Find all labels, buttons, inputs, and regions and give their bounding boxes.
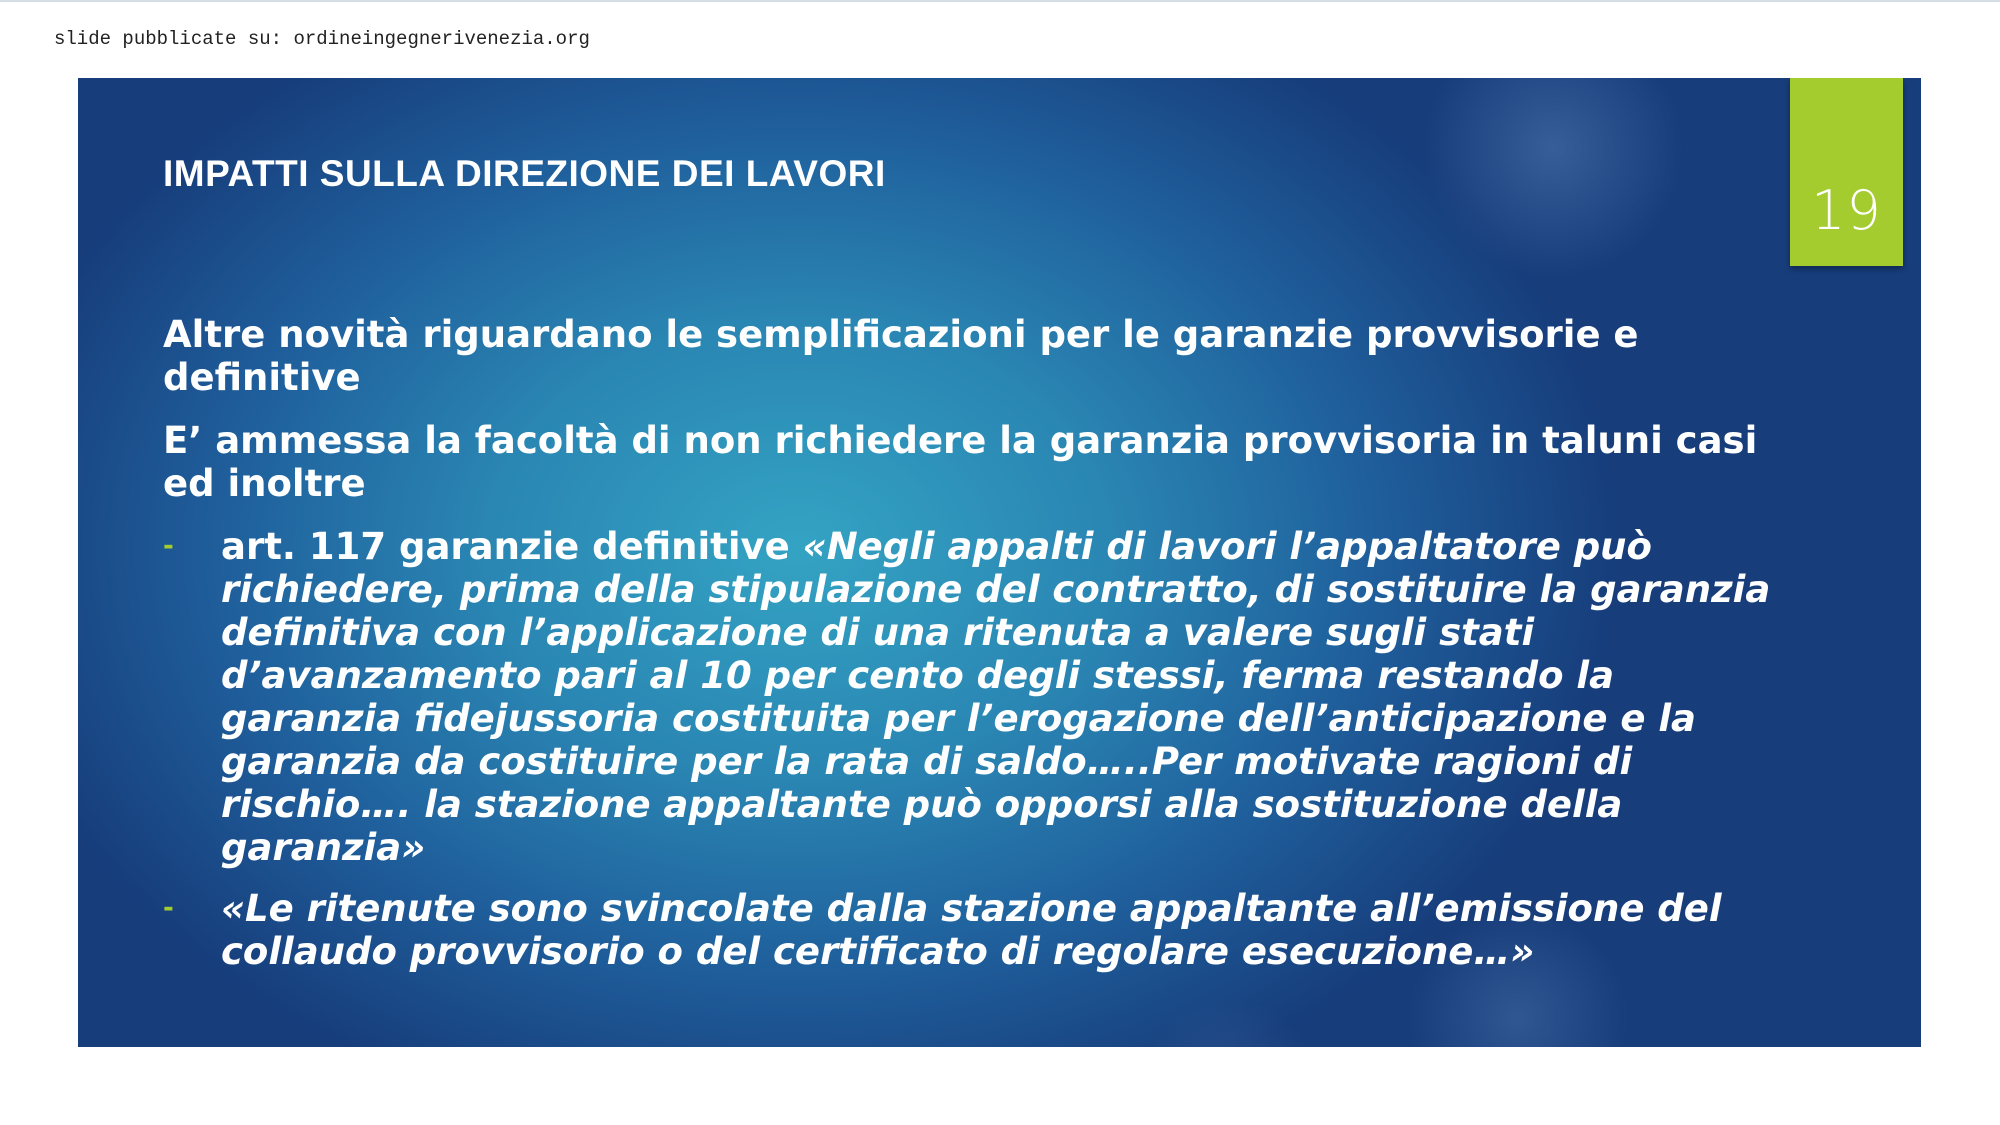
slide-content	[163, 313, 1803, 991]
bullet-quote-text: «Le ritenute sono svincolate dalla stazione appaltante all’emissione del collaudo provvisorio o del certificato di regolare esecuzione…»	[221, 887, 1722, 973]
bullet-dash-icon: -	[163, 531, 174, 561]
paragraph-garanzie-novita: Altre novità riguardano le semplificazioni per le garanzie provvisorie e definitive	[163, 313, 1639, 399]
bullet-art-117	[163, 525, 1803, 869]
slide-title: IMPATTI SULLA DIREZIONE DEI LAVORI	[163, 153, 886, 194]
bullet-ritenute	[163, 887, 1803, 973]
top-divider-line	[0, 0, 2000, 2]
source-note: slide pubblicate su: ordineingegnerivenezia.org	[54, 28, 590, 50]
page-number: 19	[1811, 179, 1882, 242]
slide	[78, 78, 1921, 1047]
page-number-tab	[1790, 78, 1903, 266]
bullet-quote-text: «Negli appalti di lavori l’appaltatore può richiedere, prima della stipulazione del contratto, di sostituire la garanzia definitiva con l’applicazione di una ritenuta a valere sugli stati d’avanzamento pari al 10 per cento degli stessi, ferma restando la garanzia fidejussoria costituita per l’erogazione dell’anticipazione e la garanzia da costituire per la rata di saldo…..Per motivate ragioni di rischio…. la stazione appaltante può opporsi alla sostituzione della garanzia»	[221, 525, 1771, 869]
bullet-dash-icon: -	[163, 893, 174, 923]
paragraph-garanzia-provvisoria: E’ ammessa la facoltà di non richiedere la garanzia provvisoria in taluni casi ed inoltre	[163, 419, 1758, 505]
bullet-lead-text: art. 117 garanzie definitive	[221, 525, 803, 568]
